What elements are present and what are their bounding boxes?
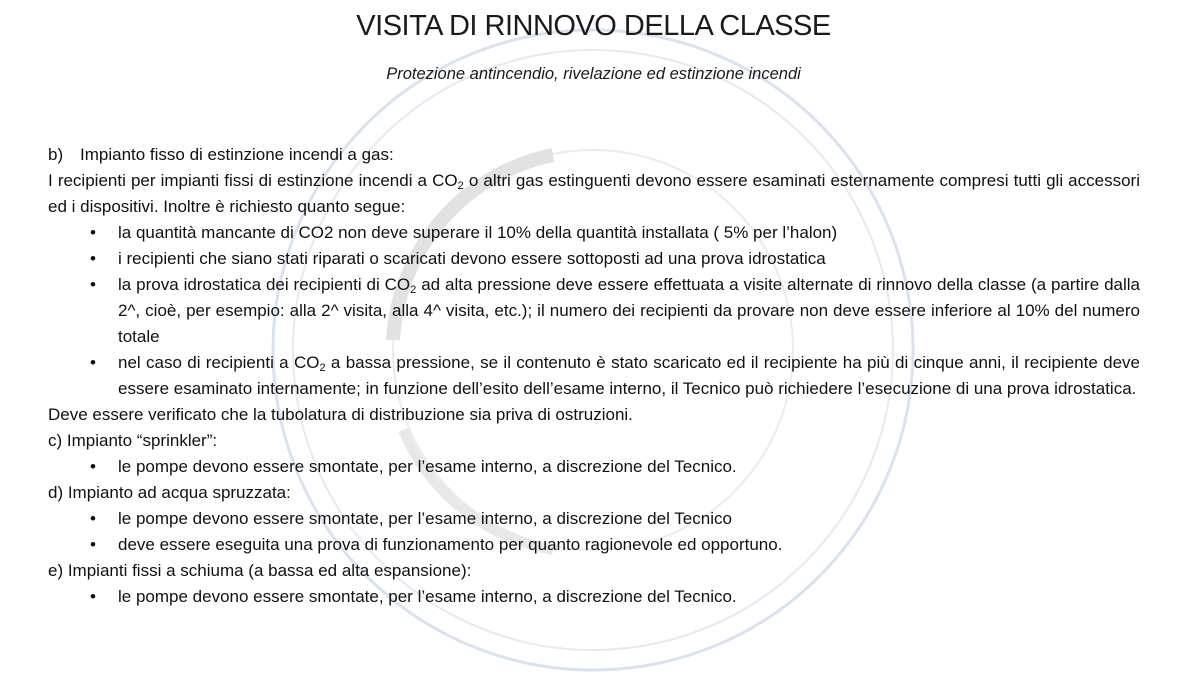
list-item [48, 584, 1140, 610]
bullet-icon: • [90, 509, 96, 528]
section-c-bullets [48, 454, 1140, 480]
list-item-sub: 2 [410, 284, 417, 296]
list-item [48, 532, 1140, 558]
list-item-text: la prova idrostatica dei recipienti di CO [118, 275, 411, 294]
section-e-bullets [48, 584, 1140, 610]
list-item-text: le pompe devono essere smontate, per l’esame interno, a discrezione del Tecnico [118, 509, 732, 528]
section-b-prefix: b) [48, 145, 64, 164]
page-title: VISITA DI RINNOVO DELLA CLASSE [356, 10, 831, 42]
bullet-icon: • [90, 457, 96, 476]
list-item-text: le pompe devono essere smontate, per l’esame interno, a discrezione del Tecnico. [118, 457, 737, 476]
section-d-heading: d) Impianto ad acqua spruzzata: [48, 483, 291, 502]
section-b-intro-sub: 2 [457, 180, 464, 192]
section-b-heading [48, 142, 1140, 168]
section-c-heading: c) Impianto “sprinkler”: [48, 431, 218, 450]
section-b-closing: Deve essere verificato che la tubolatura di distribuzione sia priva di ostruzioni. [48, 405, 633, 424]
list-item [48, 350, 1140, 402]
section-b-intro-part2: o altri gas estinguenti devono essere esaminati esternamente compresi tutti gli accessori ed i dispositivi. Inoltre è richiesto quanto segue: [48, 171, 1140, 216]
list-item-sub: 2 [319, 362, 326, 374]
list-item [48, 454, 1140, 480]
page-subtitle: Protezione antincendio, rivelazione ed estinzione incendi [386, 65, 801, 83]
list-item-text: i recipienti che siano stati riparati o scaricati devono essere sottoposti ad una prova idrostatica [118, 249, 826, 268]
bullet-icon: • [90, 223, 96, 242]
section-b-heading-text: Impianto fisso di estinzione incendi a gas: [80, 145, 394, 164]
list-item [48, 272, 1140, 350]
slide-content [48, 142, 1140, 610]
list-item-text: la quantità mancante di CO2 non deve superare il 10% della quantità installata ( 5% per l’halon) [118, 223, 838, 242]
bullet-icon: • [90, 275, 96, 294]
section-b-intro-part1: I recipienti per impianti fissi di estinzione incendi a CO [48, 171, 458, 190]
bullet-icon: • [90, 535, 96, 554]
bullet-icon: • [90, 587, 96, 606]
list-item-text: a bassa pressione, se il contenuto è stato scaricato ed il recipiente ha più di cinque anni, il recipiente deve essere esaminato internamente; in funzione dell’esito dell’esame interno, il Tecnico può richiedere l’esecuzione di una prova idrostatica. [118, 353, 1140, 398]
section-e-heading: e) Impianti fissi a schiuma (a bassa ed alta espansione): [48, 561, 472, 580]
bullet-icon: • [90, 353, 96, 372]
list-item-text: ad alta pressione deve essere effettuata a visite alternate di rinnovo della classe (a partire dalla 2^, cioè, per esempio: alla 2^ visita, alla 4^ visita, etc.); il numero dei recipienti da provare non deve essere inferiore al 10% del numero totale [118, 275, 1140, 346]
list-item [48, 246, 1140, 272]
section-b-bullets [48, 220, 1140, 402]
section-d-bullets [48, 506, 1140, 558]
list-item-text: nel caso di recipienti a CO [118, 353, 320, 372]
section-b-intro [48, 168, 1140, 220]
list-item-text: le pompe devono essere smontate, per l’esame interno, a discrezione del Tecnico. [118, 587, 737, 606]
list-item-text: deve essere eseguita una prova di funzionamento per quanto ragionevole ed opportuno. [118, 535, 783, 554]
bullet-icon: • [90, 249, 96, 268]
list-item [48, 220, 1140, 246]
list-item [48, 506, 1140, 532]
